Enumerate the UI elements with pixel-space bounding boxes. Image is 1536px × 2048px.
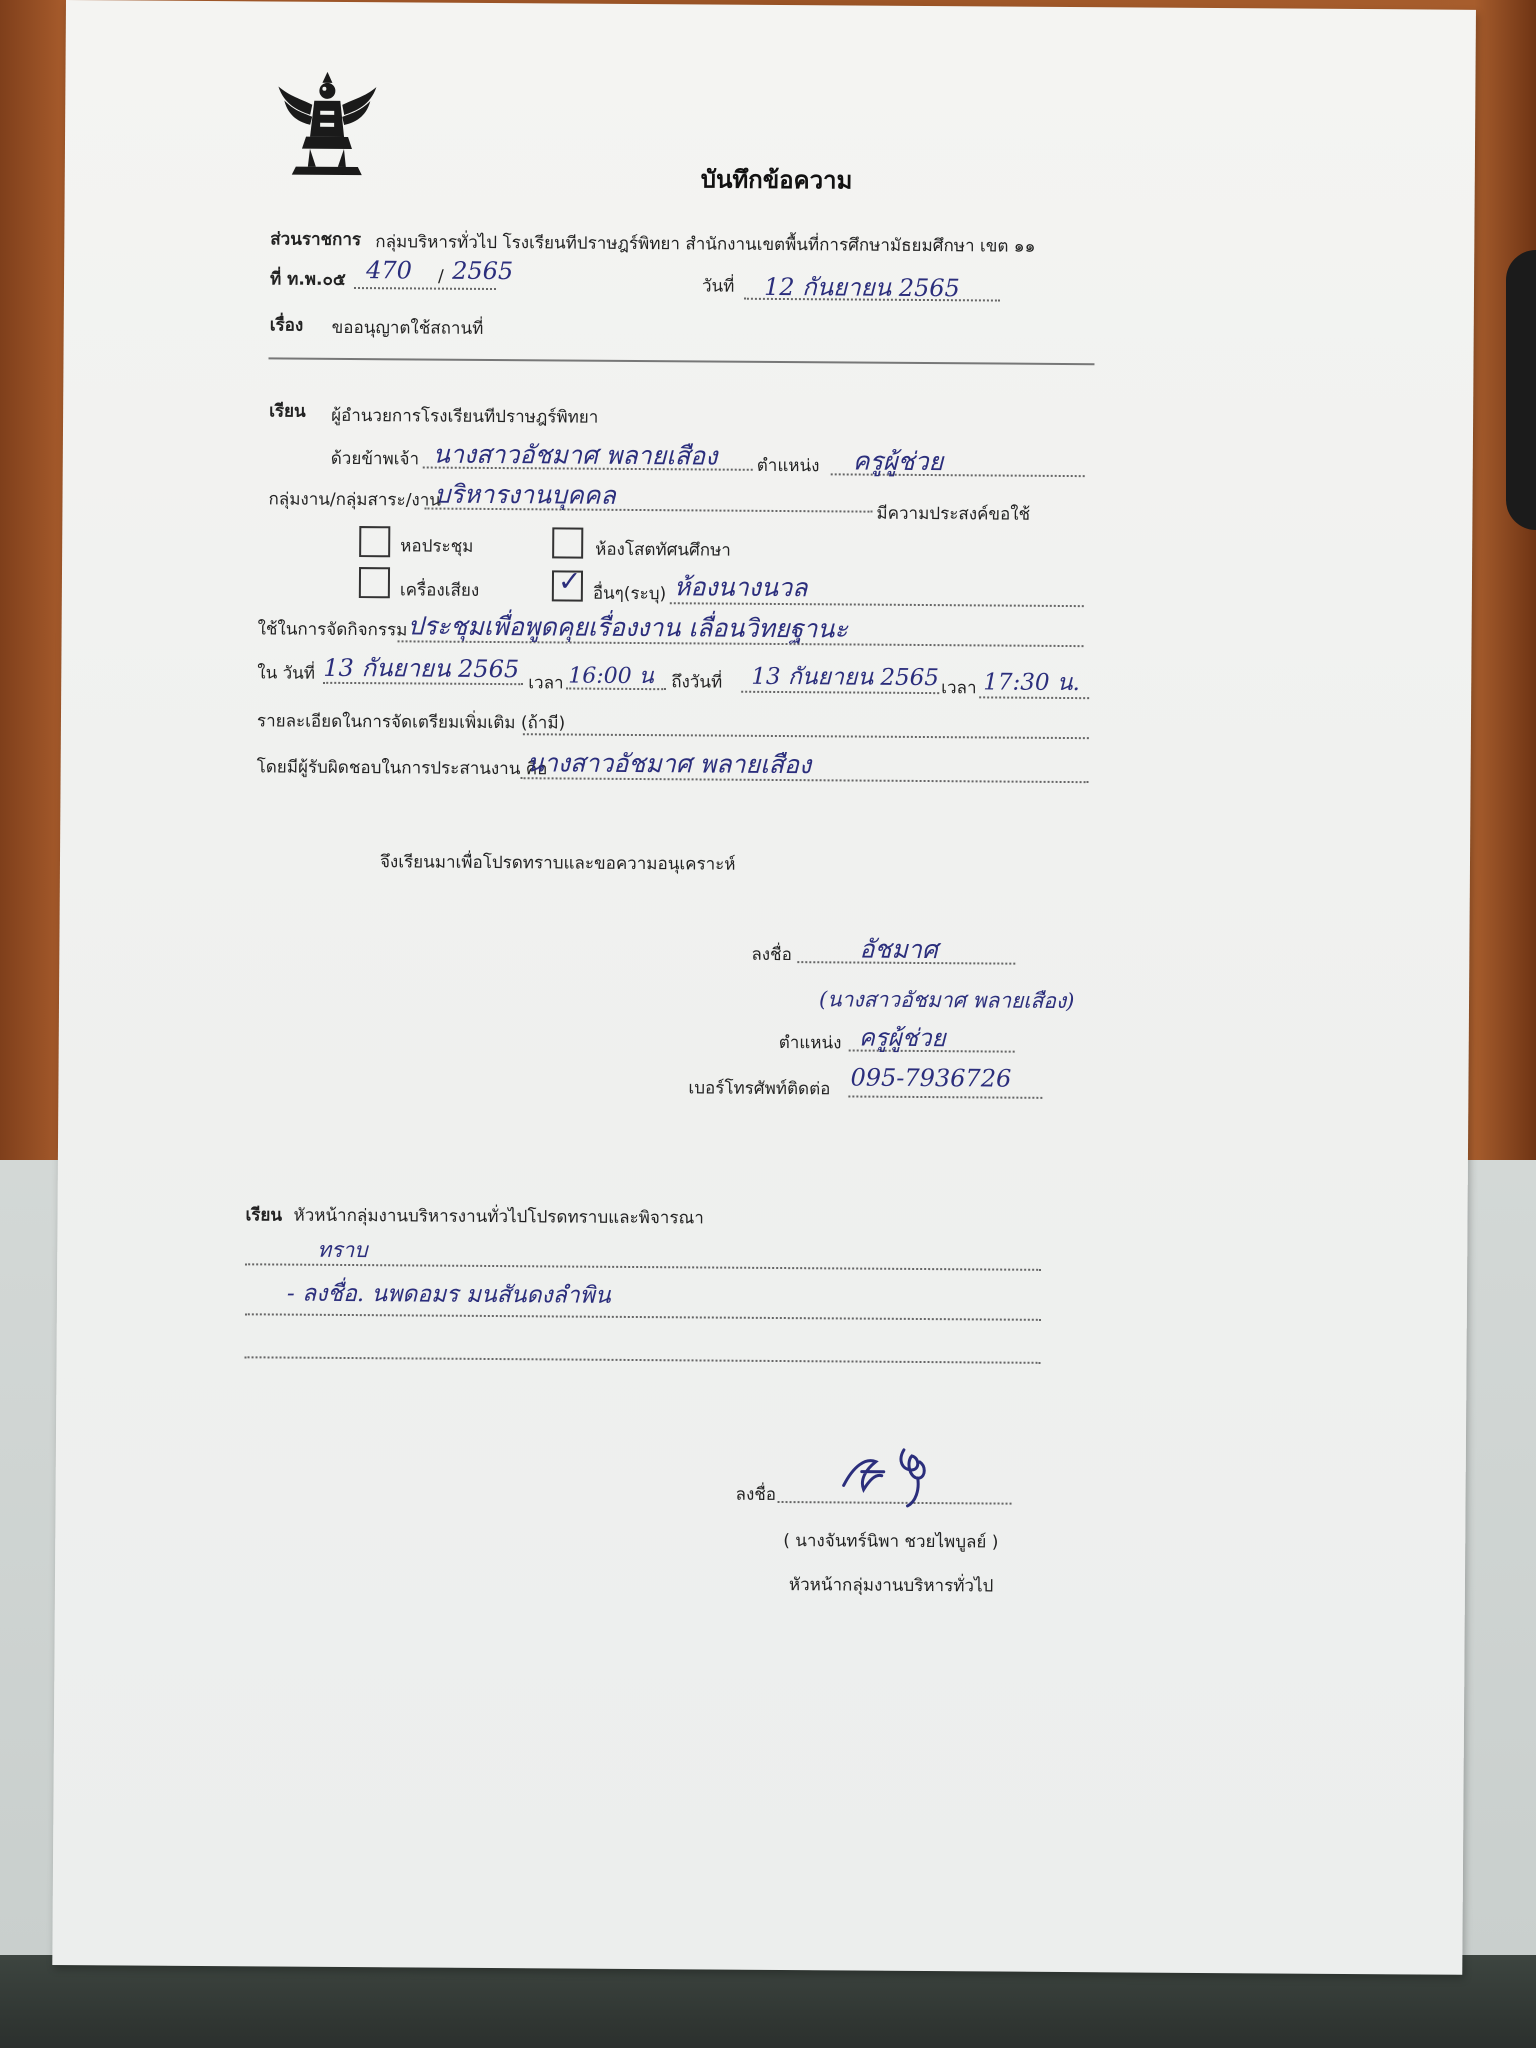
- department-label: ส่วนราชการ: [270, 229, 362, 251]
- activity-label: ใช้ในการจัดกิจกรรม: [257, 619, 408, 641]
- review-note-2: - ลงชื่อ. นพดอมร มนสันดงลำพิน: [286, 1280, 611, 1309]
- position-label: ตำแหน่ง: [756, 455, 820, 477]
- department-text: กลุ่มบริหารทั่วไป โรงเรียนทีปราษฎร์พิทยา สำนักงานเขตพื้นที่การศึกษามัธยมศึกษา เขต ๑๑: [375, 232, 1036, 257]
- number-year: 2565: [452, 256, 514, 286]
- review-sign-label: ลงชื่อ: [735, 1484, 777, 1505]
- time-to-label: เวลา: [941, 678, 977, 699]
- checkbox-sound[interactable]: [359, 567, 390, 598]
- other-value: ห้องนางนวล: [673, 572, 808, 603]
- garuda-emblem: [270, 66, 386, 182]
- number-value: 470: [366, 256, 413, 285]
- checkbox-other[interactable]: [552, 564, 583, 601]
- review-to-text: หัวหน้ากลุ่มงานบริหารงานทั่วไปโปรดทราบและพิจารณา: [293, 1205, 704, 1229]
- approver-signature: [835, 1435, 946, 1516]
- time-to: 17:30 น.: [983, 669, 1080, 697]
- dark-object: [1506, 250, 1536, 530]
- phone-value: 095-7936726: [850, 1063, 1012, 1093]
- subject-divider: [268, 357, 1094, 365]
- time-label: เวลา: [528, 673, 564, 694]
- to-text: ผู้อำนวยการโรงเรียนทีปราษฎร์พิทยา: [331, 405, 599, 428]
- closing-text: จึงเรียนมาเพื่อโปรดทราบและขอความอนุเคราะห์: [379, 852, 736, 875]
- time-from: 16:00 น: [568, 663, 654, 690]
- to-label: เรียน: [269, 401, 306, 422]
- name-value: นางสาวอัชมาศ พลายเสือง: [432, 439, 718, 471]
- option-hall-label: หอประชุม: [400, 536, 474, 557]
- until-label: ถึงวันที่: [671, 672, 723, 693]
- option-av-room-label: ห้องโสตทัศนศึกษา: [595, 539, 731, 561]
- on-date-label: ใน วันที่: [257, 663, 316, 684]
- review-position: หัวหน้ากลุ่มงานบริหารทั่วไป: [788, 1575, 994, 1597]
- checkbox-hall[interactable]: [359, 526, 390, 557]
- position-value: ครูผู้ช่วย: [852, 446, 944, 477]
- on-date-value: 13 กันยายน 2565: [323, 653, 520, 684]
- details-label: รายละเอียดในการจัดเตรียมเพิ่มเติม (ถ้ามี): [256, 711, 566, 734]
- subject-text: ขออนุญาตใช้สถานที่: [331, 317, 484, 339]
- checkbox-av-room[interactable]: [552, 527, 583, 558]
- date-value: 12 กันยายน 2565: [763, 272, 960, 303]
- name-label: ด้วยข้าพเจ้า: [330, 448, 420, 470]
- subject-label: เรื่อง: [269, 315, 304, 336]
- option-sound-label: เครื่องเสียง: [399, 580, 480, 601]
- group-label: กลุ่มงาน/กลุ่มสาระ/งาน: [268, 489, 442, 511]
- review-name: ( นางจันทร์นิพา ชวยไพบูลย์ ): [783, 1531, 999, 1553]
- responsible-value: นางสาวอัชมาศ พลายเสือง: [526, 748, 812, 780]
- memo-paper: บันทึกข้อความ ส่วนราชการ กลุ่มบริหารทั่วไป โรงเรียนทีปราษฎร์พิทยา สำนักงานเขตพื้นที่การศึกษามัธยมศึกษา เขต ๑๑ ที่ ท.พ.๐๕ 470 / 2565 วันที่ 12 กันยายน 2565 เรื่อง ขออนุญาตใช้สถานที่ เรียน ผู้อำนวยการโรงเรียนทีปราษฎร์พิทยา ด้วยข้าพเจ้า นางสาวอัชมาศ พลายเสือง ตำแหน่ง ครูผู้ช่วย กลุ่มงาน/กลุ่มสาระ/งาน บริหารงานบุคคล มีความประสงค์ขอใช้ หอประชุม ห้องโสตทัศนศึกษา เครื่องเสียง ✓ อื่นๆ(ระบุ) ห้องนางนวล ใช้ในการจัดกิจกรรม ประชุมเพื่อพูดคุยเรื่องงาน เลื่อนวิทยฐานะ ใน วันที่ 13 กันยายน 2565 เวลา 16:00 น ถึงวันที่ 13 กันยายน 2565 เวลา 17:30 น. รายละเอียดในการจัดเตรียมเพิ่มเติม (ถ้ามี) โดยมีผู้รับผิดชอบในการประสานงาน คือ นางสาวอัชมาศ พลายเสือง จึงเรียนมาเพื่อโปรดทราบและขอความอนุเคราะห์ ลงชื่อ อัชมาศ (นางสาวอัชมาศ พลายเสือง) ตำแหน่ง ครูผู้ช่วย เบอร์โทรศัพท์ติดต่อ 095-7936726 เรียน หัวหน้ากลุ่มงานบริหารงานทั่วไปโปรดทราบและพิจารณา ทราบ - ลงชื่อ. นพดอมร มนสันดงลำพิน ลงชื่อ ( นางจันทร์นิพา ชวยไพบูลย์ ) หัวหน้ากลุ่มงานบริหารทั่วไป: [52, 0, 1476, 1975]
- number-label: ที่ ท.พ.๐๕: [269, 269, 346, 290]
- check-mark-icon: ✓: [557, 564, 582, 598]
- memo-title: บันทึกข้อความ: [700, 165, 853, 195]
- sign-name: (นางสาวอัชมาศ พลายเสือง): [818, 987, 1075, 1014]
- sign-position-label: ตำแหน่ง: [778, 1033, 842, 1054]
- group-value: บริหารงานบุคคล: [434, 479, 616, 510]
- activity-value: ประชุมเพื่อพูดคุยเรื่องงาน เลื่อนวิทยฐานะ: [407, 611, 848, 644]
- until-date: 13 กันยายน 2565: [751, 663, 940, 692]
- review-to-label: เรียน: [245, 1205, 283, 1226]
- responsible-label: โดยมีผู้รับผิดชอบในการประสานงาน คือ: [256, 757, 548, 780]
- review-note-1: ทราบ: [317, 1237, 368, 1263]
- sign-position-value: ครูผู้ช่วย: [858, 1023, 946, 1053]
- phone-label: เบอร์โทรศัพท์ติดต่อ: [688, 1078, 831, 1100]
- signature: อัชมาศ: [859, 934, 938, 965]
- date-label: วันที่: [701, 276, 735, 297]
- purpose-label: มีความประสงค์ขอใช้: [876, 503, 1031, 525]
- sign-label: ลงชื่อ: [751, 944, 792, 966]
- option-other-label: อื่นๆ(ระบุ): [592, 583, 667, 605]
